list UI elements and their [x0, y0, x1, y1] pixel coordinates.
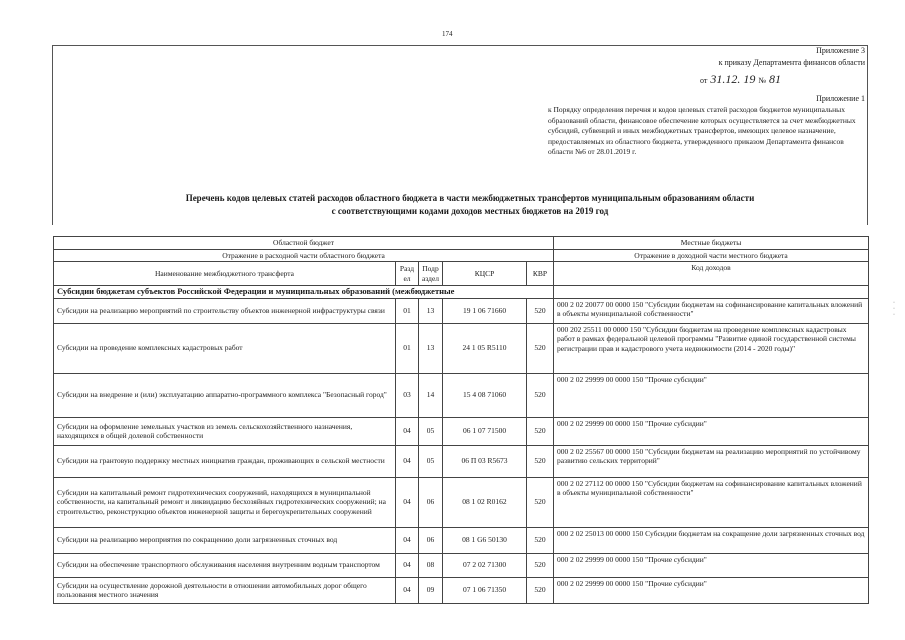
header-expense-part: Отражение в расходной части областного бюджета [54, 249, 554, 262]
subsection-code: 06 [419, 527, 443, 553]
kvr-code: 520 [527, 417, 554, 445]
subsection-code: 05 [419, 445, 443, 477]
income-code: 000 2 02 29999 00 0000 150 "Прочие субсидии" [554, 577, 869, 603]
header-transfer-name: Наименование межбюджетного трансферта [54, 262, 396, 286]
scan-margin-mark: · · · [893, 300, 895, 318]
header-section: Разд ел [396, 262, 419, 286]
income-code: 000 2 02 29999 00 0000 150 "Прочие субсидии" [554, 553, 869, 577]
appendix-1-label: Приложение 1 [816, 94, 865, 103]
title-line-1: Перечень кодов целевых статей расходов областного бюджета в части межбюджетных трансфертов муниципальным образованиям области [185, 193, 755, 203]
header-local-budgets: Местные бюджеты [554, 237, 869, 250]
kcsr-code: 08 1 02 R0162 [443, 477, 527, 527]
kcsr-code: 06 П 03 R5673 [443, 445, 527, 477]
order-number: 81 [769, 72, 782, 86]
document-title [120, 192, 820, 218]
header-regional-budget: Областной бюджет [54, 237, 554, 250]
subsection-code: 14 [419, 373, 443, 417]
transfer-name: Субсидии на реализацию мероприятий по строительству объектов инженерной инфраструктуры связи [54, 298, 396, 323]
income-code: 000 2 02 25567 00 0000 150 "Субсидии бюджетам на реализацию мероприятий по устойчивому развитию сельских территорий" [554, 445, 869, 477]
title-line-2: с соответствующими кодами доходов местных бюджетов на 2019 год [331, 206, 609, 216]
section-code: 04 [396, 527, 419, 553]
table-row [54, 323, 869, 373]
section-code: 04 [396, 445, 419, 477]
header-kvr: КВР [527, 262, 554, 286]
kvr-code: 520 [527, 527, 554, 553]
section-code: 04 [396, 553, 419, 577]
section-code: 04 [396, 477, 419, 527]
income-code: 000 2 02 27112 00 0000 150 "Субсидии бюджетам на софинансирование капитальных вложений в объекты муниципальной собственности" [554, 477, 869, 527]
transfer-name: Субсидии на проведение комплексных кадастровых работ [54, 323, 396, 373]
kcsr-code: 06 1 07 71500 [443, 417, 527, 445]
to-order-label: к приказу Департамента финансов области [718, 58, 865, 67]
kcsr-code: 19 1 06 71660 [443, 298, 527, 323]
header-income-part: Отражение в доходной части местного бюджета [554, 249, 869, 262]
section-heading-blank [554, 286, 869, 299]
kvr-code: 520 [527, 373, 554, 417]
transfer-name: Субсидии на оформление земельных участков из земель сельскохозяйственного назначения, находящихся в общей долевой собственности [54, 417, 396, 445]
kvr-code: 520 [527, 323, 554, 373]
kvr-code: 520 [527, 298, 554, 323]
section-code: 04 [396, 577, 419, 603]
income-code: 000 2 02 25013 00 0000 150 Субсидии бюджетам на сокращение доли загрязненных сточных вод [554, 527, 869, 553]
kvr-code: 520 [527, 553, 554, 577]
kcsr-code: 08 1 G6 50130 [443, 527, 527, 553]
subsection-code: 13 [419, 323, 443, 373]
order-date-signature [700, 72, 781, 87]
frame-left-border [52, 45, 53, 225]
section-code: 01 [396, 298, 419, 323]
transfer-name: Субсидии на осуществление дорожной деятельности в отношении автомобильных дорог общего пользования местного значения [54, 577, 396, 603]
section-subsidies-heading: Субсидии бюджетам субъектов Российской Федерации и муниципальных образований (межбюджетные [54, 286, 554, 299]
kvr-code: 520 [527, 477, 554, 527]
income-code: 000 2 02 29999 00 0000 150 "Прочие субсидии" [554, 417, 869, 445]
kcsr-code: 15 4 08 71060 [443, 373, 527, 417]
kcsr-code: 07 2 02 71300 [443, 553, 527, 577]
codes-table [53, 236, 869, 604]
table-row [54, 298, 869, 323]
income-code: 000 2 02 29999 00 0000 150 "Прочие субсидии" [554, 373, 869, 417]
transfer-name: Субсидии на реализацию мероприятия по сокращению доли загрязненных сточных вод [54, 527, 396, 553]
kcsr-code: 24 1 05 R5110 [443, 323, 527, 373]
table-row [54, 417, 869, 445]
table-row [54, 577, 869, 603]
frame-right-border [867, 45, 868, 225]
header-subsection: Подр аздел [419, 262, 443, 286]
income-code: 000 2 02 20077 00 0000 150 "Субсидии бюджетам на софинансирование капитальных вложений в объекты муниципальной собственности" [554, 298, 869, 323]
section-code: 04 [396, 417, 419, 445]
table-row [54, 527, 869, 553]
income-code: 000 202 25511 00 0000 150 "Субсидии бюджетам на проведение комплексных кадастровых работ в рамках федеральной целевой программы "Развитие единой государственной системы регистрации прав и кадастрового учета недвижимости (2014 - 2020 годы)" [554, 323, 869, 373]
subsection-code: 05 [419, 417, 443, 445]
appendix-3-label: Приложение 3 [816, 46, 865, 55]
header-income-code: Код доходов [554, 262, 869, 286]
table-row [54, 477, 869, 527]
table-row [54, 553, 869, 577]
transfer-name: Субсидии на обеспечение транспортного обслуживания населения внутренним водным транспортом [54, 553, 396, 577]
frame-top-border [52, 45, 868, 46]
subsection-code: 06 [419, 477, 443, 527]
section-code: 03 [396, 373, 419, 417]
order-reference-text: к Порядку определения перечня и кодов целевых статей расходов бюджетов муниципальных образований области, финансовое обеспечение которых осуществляется за счет межбюджетных субсидий, субвенций и иных межбюджетных трансфертов, имеющих целевое назначение, предоставляемых из областного бюджета, утвержденного приказом Департамента финансов области №6 от 28.01.2019 г. [548, 105, 856, 156]
subsection-code: 08 [419, 553, 443, 577]
kcsr-code: 07 1 06 71350 [443, 577, 527, 603]
transfer-name: Субсидии на внедрение и (или) эксплуатацию аппаратно-программного комплекса "Безопасный город" [54, 373, 396, 417]
subsection-code: 09 [419, 577, 443, 603]
table-row [54, 373, 869, 417]
kvr-code: 520 [527, 577, 554, 603]
order-date: 31.12. 19 [710, 72, 756, 86]
subsection-code: 13 [419, 298, 443, 323]
header-kcsr: КЦСР [443, 262, 527, 286]
transfer-name: Субсидии на грантовую поддержку местных инициатив граждан, проживающих в сельской местности [54, 445, 396, 477]
number-label: № [758, 76, 767, 85]
from-label: от [700, 76, 708, 85]
table-row [54, 445, 869, 477]
kvr-code: 520 [527, 445, 554, 477]
section-code: 01 [396, 323, 419, 373]
page-number: 174 [442, 30, 453, 38]
transfer-name: Субсидии на капитальный ремонт гидротехнических сооружений, находящихся в муниципальной собственности, на капитальный ремонт и ликвидацию бесхозяйных гидротехнических сооружений; на строительство, реконструкцию объектов инженерной защиты и берегоукрепительных сооружений [54, 477, 396, 527]
